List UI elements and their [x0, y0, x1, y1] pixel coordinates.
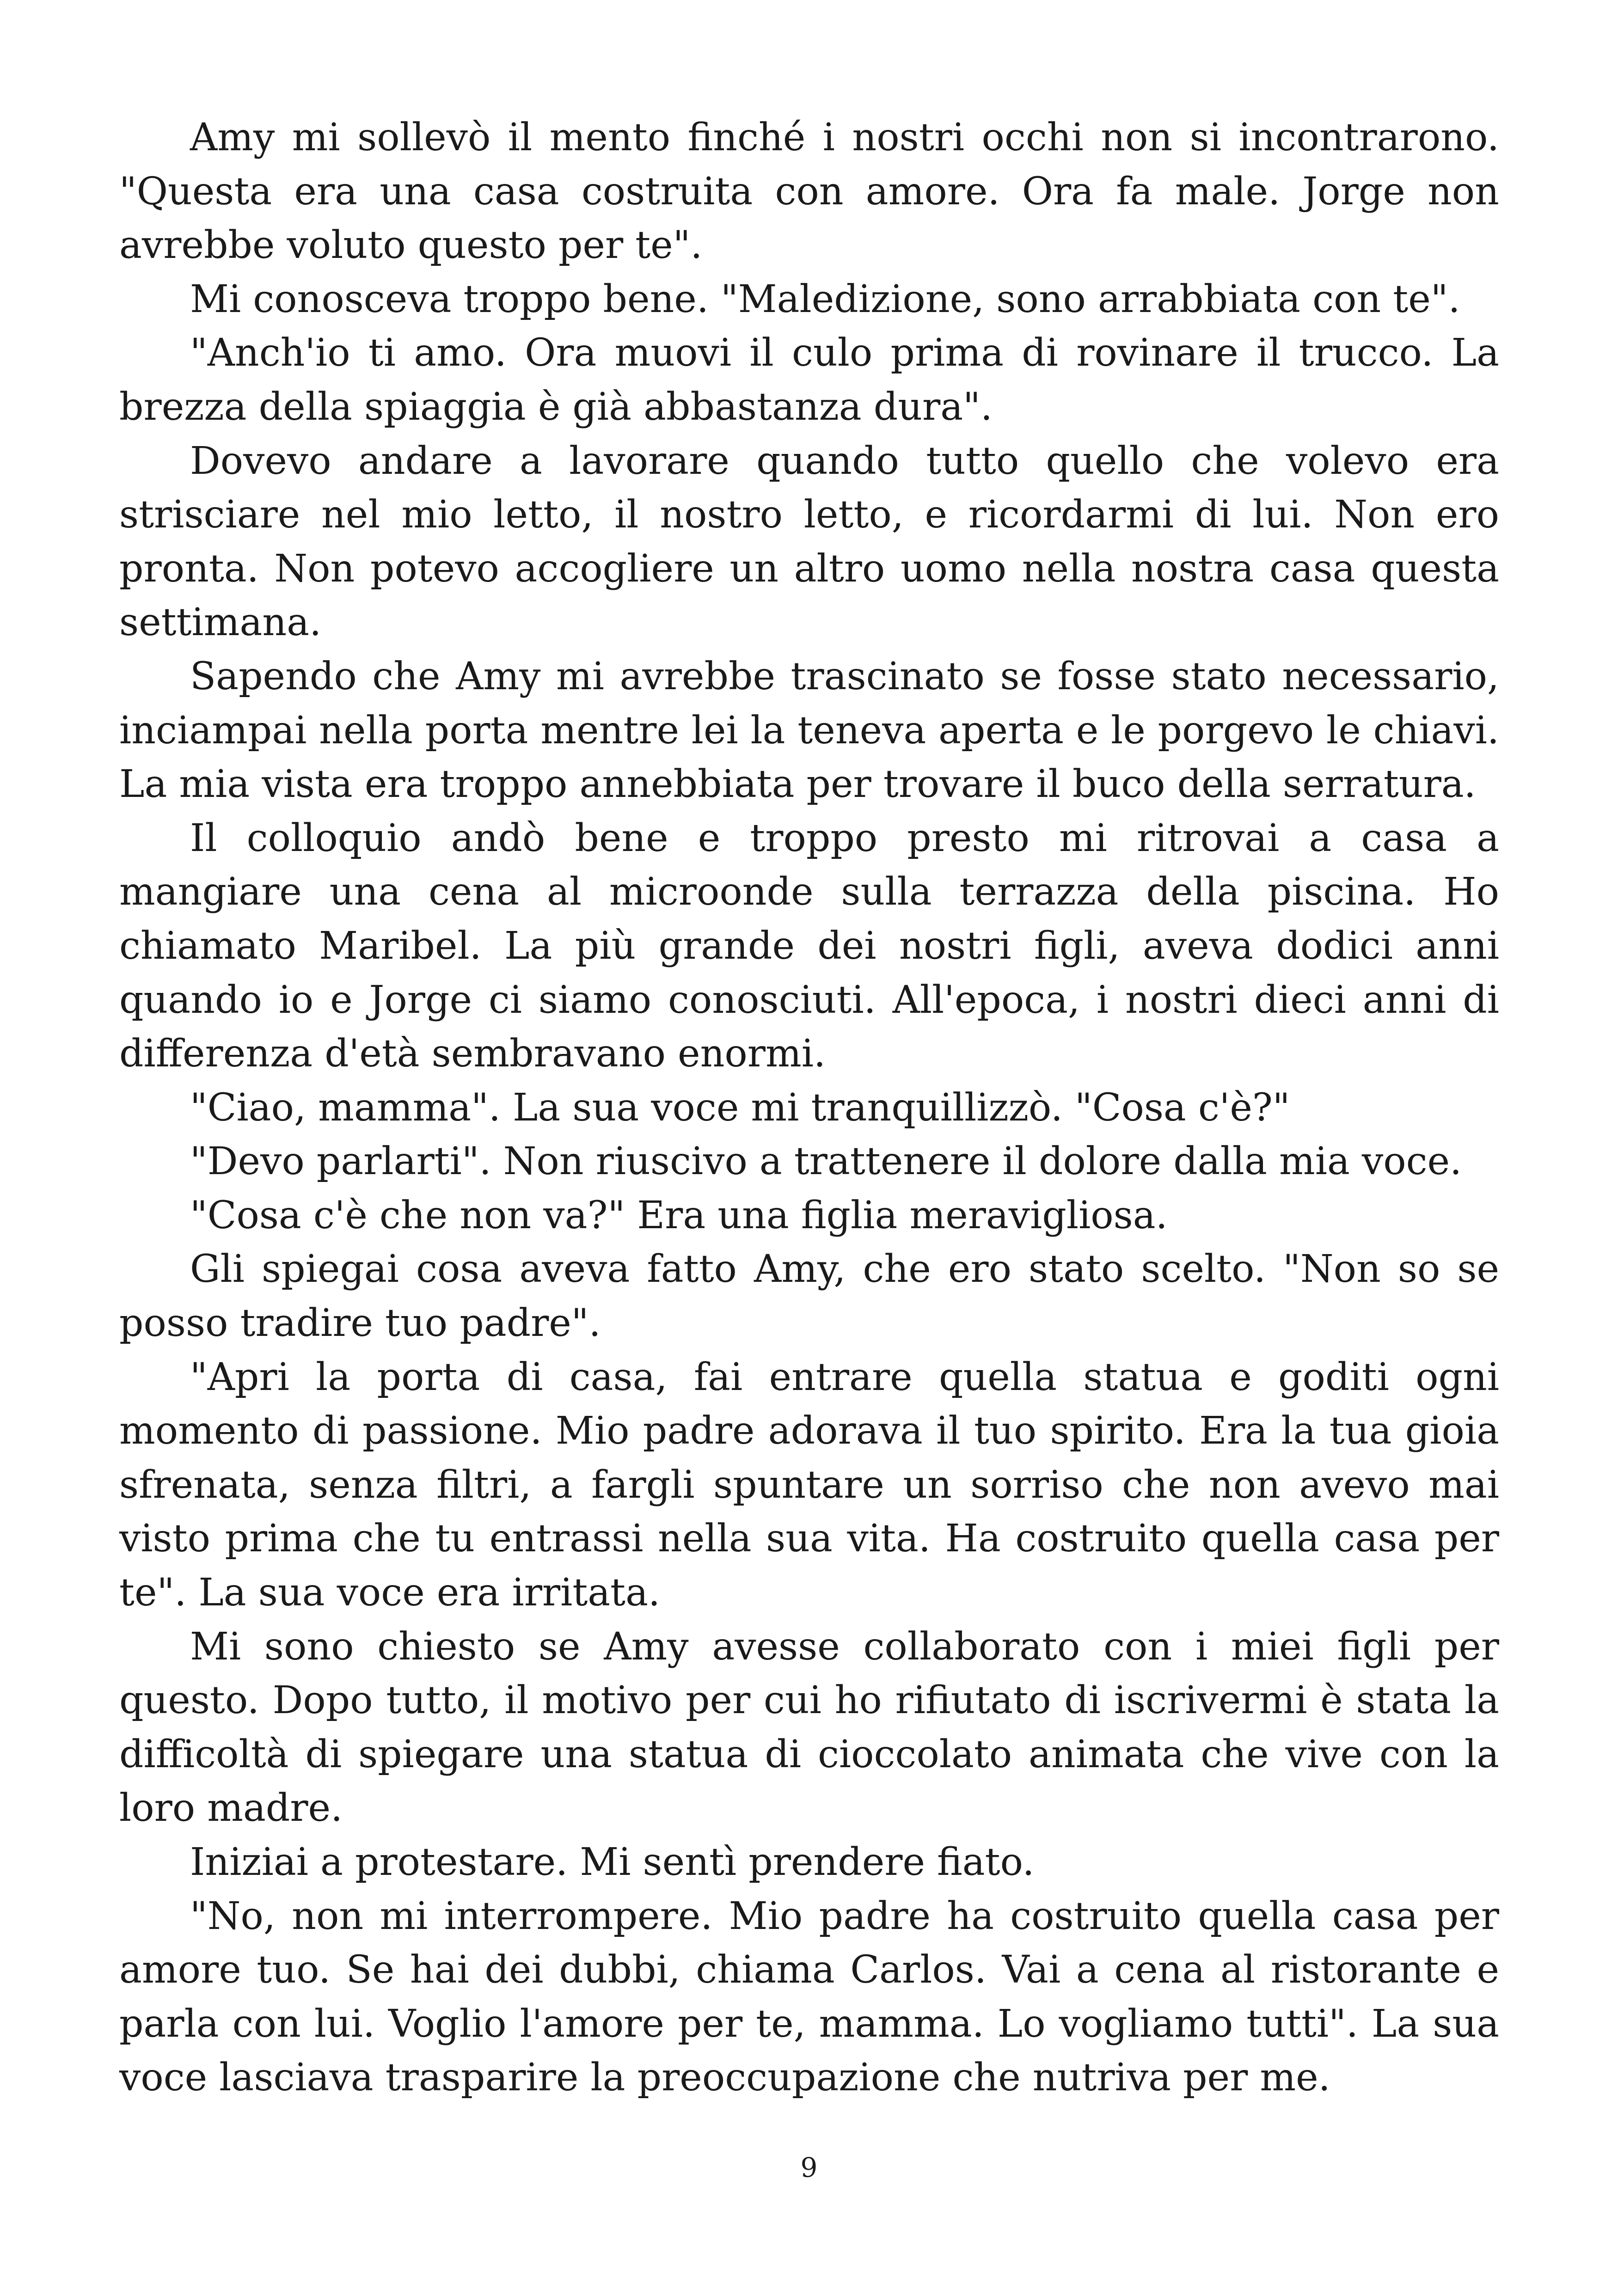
paragraph: Amy mi sollevò il mento finché i nostri occhi non si incontrarono. "Questa era una casa costruita con amore. Ora fa male. Jorge non avrebbe voluto questo per te". [119, 116, 1499, 268]
paragraph: "Anch'io ti amo. Ora muovi il culo prima di rovinare il trucco. La brezza della spiaggia è già abbastanza dura". [119, 331, 1499, 429]
paragraph: Mi conosceva troppo bene. "Maledizione, sono arrabbiata con te". [190, 277, 1460, 321]
paragraph: Mi sono chiesto se Amy avesse collaborato con i miei figli per questo. Dopo tutto, il motivo per cui ho rifiutato di iscrivermi è stata la difficoltà di spiegare una statua di cioccolato animata che vive con la loro madre. [119, 1624, 1499, 1831]
paragraph: "Cosa c'è che non va?" Era una figlia meravigliosa. [190, 1193, 1168, 1237]
paragraph: "Apri la porta di casa, fai entrare quella statua e goditi ogni momento di passione. Mio padre adorava il tuo spirito. Era la tua gioia sfrenata, senza filtri, a fargli spuntare un sorriso che non avevo mai visto prima che tu entrassi nella sua vita. Ha costruito quella casa per te". La sua voce era irritata. [119, 1355, 1499, 1615]
paragraph: "No, non mi interrompere. Mio padre ha costruito quella casa per amore tuo. Se hai dei dubbi, chiama Carlos. Vai a cena al ristorante e parla con lui. Voglio l'amore per te, mamma. Lo vogliamo tutti". La sua voce lasciava trasparire la preoccupazione che nutriva per me. [119, 1894, 1499, 2100]
paragraph: "Ciao, mamma". La sua voce mi tranquillizzò. "Cosa c'è?" [190, 1085, 1290, 1130]
paragraph: Il colloquio andò bene e troppo presto mi ritrovai a casa a mangiare una cena al microonde sulla terrazza della piscina. Ho chiamato Maribel. La più grande dei nostri figli, aveva dodici anni quando io e Jorge ci siamo conosciuti. All'epoca, i nostri dieci anni di differenza d'età sembravano enormi. [119, 816, 1499, 1076]
paragraph: Iniziai a protestare. Mi sentì prendere fiato. [190, 1840, 1035, 1884]
paragraph: Dovevo andare a lavorare quando tutto quello che volevo era strisciare nel mio letto, il nostro letto, e ricordarmi di lui. Non ero pronta. Non potevo accogliere un altro uomo nella nostra casa questa settimana. [119, 439, 1499, 645]
page-body [119, 111, 1499, 2105]
paragraph: Sapendo che Amy mi avrebbe trascinato se fosse stato necessario, inciampai nella porta mentre lei la teneva aperta e le porgevo le chiavi. La mia vista era troppo annebbiata per trovare il buco della serratura. [119, 654, 1499, 807]
page-number: 9 [800, 2152, 818, 2183]
paragraph: "Devo parlarti". Non riuscivo a trattenere il dolore dalla mia voce. [190, 1139, 1462, 1184]
paragraph: Gli spiegai cosa aveva fatto Amy, che ero stato scelto. "Non so se posso tradire tuo padre". [119, 1247, 1499, 1346]
